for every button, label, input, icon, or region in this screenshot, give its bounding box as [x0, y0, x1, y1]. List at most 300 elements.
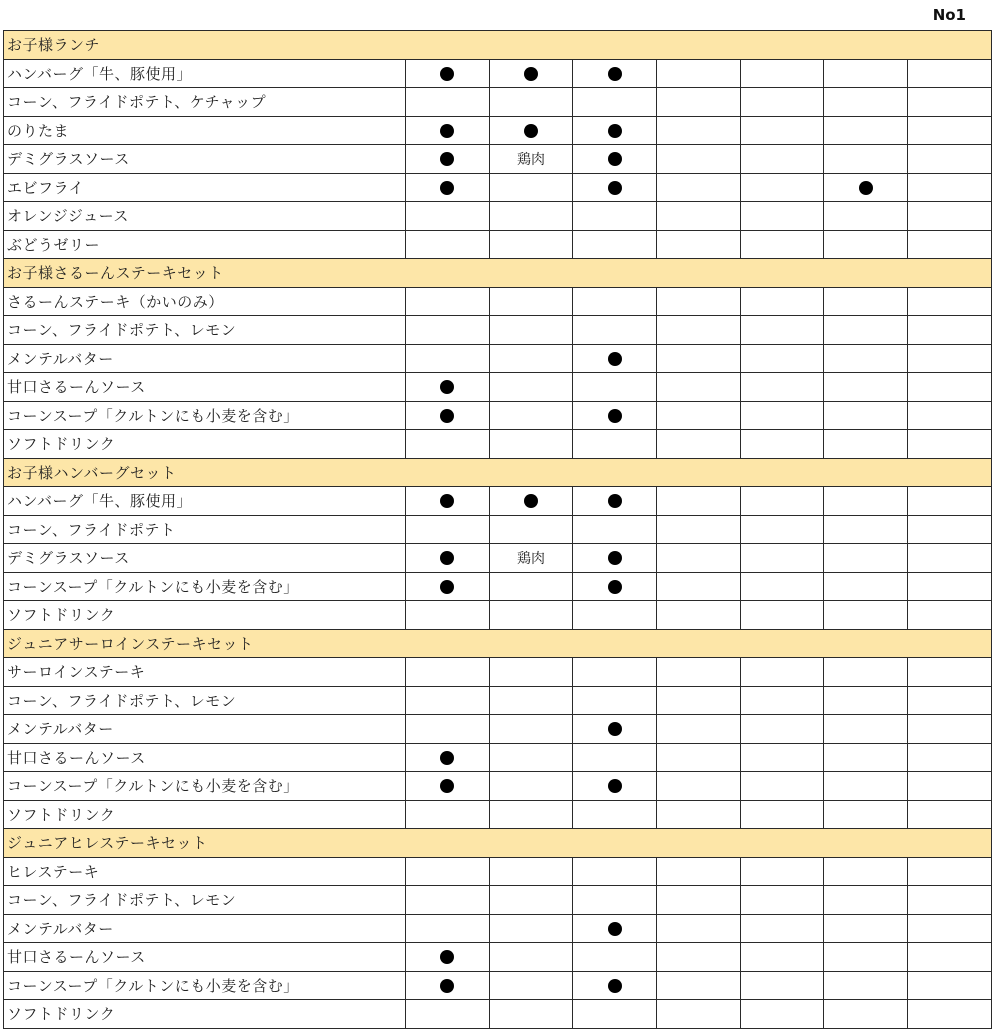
page-number: No1	[932, 6, 966, 24]
table-row	[4, 544, 992, 573]
item-label: メンテルバター	[4, 914, 406, 943]
section-title: ジュニアヒレステーキセット	[4, 829, 992, 858]
allergen-cell	[908, 145, 992, 174]
allergen-cell	[824, 914, 908, 943]
allergen-cell	[908, 658, 992, 687]
allergen-cell	[573, 743, 657, 772]
allergen-cell	[657, 658, 741, 687]
allergen-cell	[489, 373, 573, 402]
allergen-cell	[657, 601, 741, 630]
allergen-dot-icon	[440, 580, 454, 594]
allergen-cell	[740, 88, 824, 117]
allergen-cell	[406, 88, 490, 117]
allergen-cell	[573, 430, 657, 459]
allergen-cell	[908, 857, 992, 886]
allergen-cell	[824, 572, 908, 601]
allergen-cell	[573, 59, 657, 88]
section-title: お子様ランチ	[4, 31, 992, 60]
item-label: ハンバーグ「牛、豚使用」	[4, 487, 406, 516]
allergen-cell	[740, 1000, 824, 1029]
allergen-dot-icon	[608, 722, 622, 736]
allergen-cell	[573, 658, 657, 687]
item-label: デミグラスソース	[4, 145, 406, 174]
item-label: コーン、フライドポテト、ケチャップ	[4, 88, 406, 117]
allergen-cell	[406, 373, 490, 402]
allergen-cell	[740, 544, 824, 573]
allergen-cell	[908, 772, 992, 801]
allergen-cell	[406, 344, 490, 373]
allergen-cell	[908, 572, 992, 601]
allergen-cell	[824, 202, 908, 231]
allergen-cell	[657, 886, 741, 915]
allergen-cell	[573, 601, 657, 630]
allergen-dot-icon	[440, 551, 454, 565]
allergen-cell	[489, 287, 573, 316]
allergen-cell	[657, 316, 741, 345]
allergen-cell	[908, 487, 992, 516]
allergen-cell	[740, 515, 824, 544]
allergen-cell	[740, 601, 824, 630]
table-row	[4, 88, 992, 117]
allergen-cell	[824, 971, 908, 1000]
allergen-dot-icon	[608, 181, 622, 195]
allergen-dot-icon	[440, 152, 454, 166]
allergen-cell	[489, 230, 573, 259]
allergen-cell	[657, 857, 741, 886]
allergen-cell	[573, 715, 657, 744]
allergen-cell	[406, 487, 490, 516]
allergen-cell	[489, 401, 573, 430]
item-label: さるーんステーキ（かいのみ）	[4, 287, 406, 316]
allergen-dot-icon	[440, 409, 454, 423]
allergen-cell	[489, 430, 573, 459]
allergen-cell	[824, 943, 908, 972]
table-row	[4, 715, 992, 744]
allergen-cell	[406, 430, 490, 459]
allergen-cell	[824, 316, 908, 345]
allergen-cell	[908, 59, 992, 88]
allergen-dot-icon	[440, 494, 454, 508]
allergen-cell	[489, 914, 573, 943]
allergen-cell	[406, 686, 490, 715]
allergen-cell	[489, 686, 573, 715]
table-row	[4, 373, 992, 402]
item-label: サーロインステーキ	[4, 658, 406, 687]
allergen-cell	[908, 943, 992, 972]
allergen-cell	[489, 544, 573, 573]
allergen-cell	[657, 715, 741, 744]
allergen-cell	[573, 401, 657, 430]
allergen-cell	[908, 914, 992, 943]
allergen-cell	[489, 800, 573, 829]
table-row	[4, 487, 992, 516]
allergen-cell	[740, 202, 824, 231]
allergen-cell	[740, 344, 824, 373]
allergen-cell	[406, 914, 490, 943]
table-row	[4, 686, 992, 715]
allergen-cell	[489, 202, 573, 231]
section-header	[4, 629, 992, 658]
allergen-cell	[908, 116, 992, 145]
allergen-cell	[657, 430, 741, 459]
allergen-cell	[740, 287, 824, 316]
section-header	[4, 31, 992, 60]
allergen-cell	[908, 544, 992, 573]
allergen-cell	[406, 886, 490, 915]
allergen-cell	[406, 544, 490, 573]
allergen-dot-icon	[608, 551, 622, 565]
allergen-dot-icon	[524, 67, 538, 81]
allergen-cell	[573, 344, 657, 373]
item-label: エビフライ	[4, 173, 406, 202]
allergen-cell	[908, 800, 992, 829]
allergen-cell	[573, 373, 657, 402]
table-row	[4, 515, 992, 544]
allergen-cell	[489, 515, 573, 544]
allergen-cell	[908, 886, 992, 915]
allergen-cell	[406, 743, 490, 772]
allergen-cell	[657, 344, 741, 373]
allergen-cell	[740, 116, 824, 145]
allergen-cell	[824, 373, 908, 402]
table-row	[4, 743, 992, 772]
item-label: メンテルバター	[4, 715, 406, 744]
allergen-cell	[740, 373, 824, 402]
allergen-cell	[908, 344, 992, 373]
allergen-cell	[908, 515, 992, 544]
item-label: コーン、フライドポテト、レモン	[4, 886, 406, 915]
allergen-cell	[573, 230, 657, 259]
allergen-cell	[824, 886, 908, 915]
allergen-cell	[740, 943, 824, 972]
allergen-cell	[740, 59, 824, 88]
allergen-cell	[489, 59, 573, 88]
allergen-cell	[908, 287, 992, 316]
table-row	[4, 59, 992, 88]
item-label: ハンバーグ「牛、豚使用」	[4, 59, 406, 88]
allergen-cell	[824, 857, 908, 886]
allergen-cell	[740, 743, 824, 772]
allergen-cell	[406, 800, 490, 829]
allergen-cell	[489, 943, 573, 972]
table-row	[4, 914, 992, 943]
allergen-cell	[406, 173, 490, 202]
allergen-cell	[740, 316, 824, 345]
allergen-cell	[908, 686, 992, 715]
allergen-cell	[657, 487, 741, 516]
allergen-dot-icon	[524, 124, 538, 138]
allergen-cell	[657, 515, 741, 544]
allergen-cell	[406, 230, 490, 259]
allergen-cell	[740, 857, 824, 886]
item-label: コーンスープ「クルトンにも小麦を含む」	[4, 572, 406, 601]
allergen-dot-icon	[440, 181, 454, 195]
allergen-cell	[657, 88, 741, 117]
allergen-cell	[657, 230, 741, 259]
allergen-cell	[489, 316, 573, 345]
allergen-cell	[824, 515, 908, 544]
allergen-cell	[824, 743, 908, 772]
table-row	[4, 943, 992, 972]
allergen-cell	[489, 601, 573, 630]
allergen-dot-icon	[608, 67, 622, 81]
allergen-cell	[573, 572, 657, 601]
table-row	[4, 857, 992, 886]
table-row	[4, 886, 992, 915]
allergen-dot-icon	[440, 124, 454, 138]
allergen-cell	[573, 202, 657, 231]
allergen-cell	[657, 572, 741, 601]
section-title: ジュニアサーロインステーキセット	[4, 629, 992, 658]
allergen-dot-icon	[608, 152, 622, 166]
allergen-cell	[657, 943, 741, 972]
allergen-cell	[573, 800, 657, 829]
allergen-dot-icon	[440, 751, 454, 765]
allergen-cell	[740, 430, 824, 459]
allergen-dot-icon	[524, 494, 538, 508]
allergen-dot-icon	[440, 950, 454, 964]
allergen-dot-icon	[440, 979, 454, 993]
allergen-cell	[573, 1000, 657, 1029]
allergen-cell	[489, 88, 573, 117]
allergen-cell	[657, 914, 741, 943]
allergen-cell	[406, 715, 490, 744]
allergen-dot-icon	[440, 67, 454, 81]
allergen-cell	[657, 1000, 741, 1029]
allergen-dot-icon	[608, 494, 622, 508]
allergen-cell	[573, 173, 657, 202]
allergen-cell	[740, 914, 824, 943]
allergen-cell	[573, 116, 657, 145]
allergen-cell	[740, 772, 824, 801]
allergen-cell	[824, 772, 908, 801]
allergen-cell	[657, 800, 741, 829]
allergen-cell	[573, 487, 657, 516]
allergen-cell	[740, 487, 824, 516]
item-label: コーン、フライドポテト、レモン	[4, 686, 406, 715]
allergen-cell	[908, 430, 992, 459]
allergen-note: 鶏肉	[517, 151, 546, 168]
allergen-cell	[406, 572, 490, 601]
allergen-cell	[740, 230, 824, 259]
allergen-cell	[406, 316, 490, 345]
allergen-cell	[824, 487, 908, 516]
allergen-cell	[573, 971, 657, 1000]
allergen-cell	[657, 145, 741, 174]
item-label: ソフトドリンク	[4, 800, 406, 829]
item-label: デミグラスソース	[4, 544, 406, 573]
allergen-cell	[657, 772, 741, 801]
allergen-cell	[406, 401, 490, 430]
allergen-cell	[824, 116, 908, 145]
allergen-cell	[824, 230, 908, 259]
allergen-cell	[824, 800, 908, 829]
allergen-cell	[824, 1000, 908, 1029]
allergen-cell	[406, 145, 490, 174]
table-row	[4, 401, 992, 430]
table-row	[4, 230, 992, 259]
section-header	[4, 458, 992, 487]
allergen-dot-icon	[608, 979, 622, 993]
allergen-cell	[740, 658, 824, 687]
allergen-cell	[740, 572, 824, 601]
allergen-cell	[824, 344, 908, 373]
allergen-cell	[489, 658, 573, 687]
allergen-cell	[824, 88, 908, 117]
allergen-cell	[406, 971, 490, 1000]
allergen-cell	[908, 1000, 992, 1029]
item-label: 甘口さるーんソース	[4, 943, 406, 972]
allergen-cell	[573, 857, 657, 886]
table-row	[4, 1000, 992, 1029]
table-row	[4, 316, 992, 345]
table-row	[4, 601, 992, 630]
allergen-cell	[489, 971, 573, 1000]
allergen-cell	[740, 886, 824, 915]
allergen-cell	[908, 173, 992, 202]
allergen-cell	[573, 544, 657, 573]
allergen-cell	[406, 287, 490, 316]
allergen-cell	[908, 401, 992, 430]
allergen-cell	[908, 373, 992, 402]
allergen-cell	[740, 715, 824, 744]
allergen-cell	[406, 943, 490, 972]
item-label: メンテルバター	[4, 344, 406, 373]
allergen-cell	[824, 658, 908, 687]
table-row	[4, 287, 992, 316]
allergen-cell	[657, 173, 741, 202]
allergen-cell	[489, 772, 573, 801]
item-label: ヒレステーキ	[4, 857, 406, 886]
allergen-cell	[489, 173, 573, 202]
allergen-cell	[406, 601, 490, 630]
allergen-cell	[406, 658, 490, 687]
allergen-cell	[657, 59, 741, 88]
allergen-cell	[657, 544, 741, 573]
section-title: お子様さるーんステーキセット	[4, 259, 992, 288]
allergen-dot-icon	[608, 409, 622, 423]
allergen-cell	[740, 145, 824, 174]
allergen-cell	[406, 1000, 490, 1029]
allergen-cell	[824, 686, 908, 715]
section-title: お子様ハンバーグセット	[4, 458, 992, 487]
allergen-cell	[489, 145, 573, 174]
allergen-cell	[908, 88, 992, 117]
table-row	[4, 344, 992, 373]
allergen-dot-icon	[608, 124, 622, 138]
allergen-cell	[406, 59, 490, 88]
allergen-cell	[824, 145, 908, 174]
item-label: ソフトドリンク	[4, 430, 406, 459]
allergen-cell	[908, 715, 992, 744]
allergen-cell	[489, 715, 573, 744]
allergen-cell	[824, 59, 908, 88]
allergen-cell	[657, 743, 741, 772]
allergen-cell	[573, 772, 657, 801]
item-label: コーン、フライドポテト	[4, 515, 406, 544]
allergen-cell	[573, 914, 657, 943]
allergen-note: 鶏肉	[517, 550, 546, 567]
item-label: のりたま	[4, 116, 406, 145]
allergen-cell	[657, 202, 741, 231]
allergen-cell	[740, 401, 824, 430]
allergen-table	[3, 30, 992, 1029]
allergen-cell	[824, 287, 908, 316]
allergen-cell	[406, 116, 490, 145]
allergen-cell	[489, 116, 573, 145]
item-label: 甘口さるーんソース	[4, 373, 406, 402]
allergen-cell	[824, 544, 908, 573]
table-row	[4, 572, 992, 601]
table-row	[4, 772, 992, 801]
allergen-dot-icon	[859, 181, 873, 195]
allergen-cell	[489, 886, 573, 915]
allergen-cell	[489, 743, 573, 772]
table-row	[4, 430, 992, 459]
item-label: コーン、フライドポテト、レモン	[4, 316, 406, 345]
allergen-cell	[657, 401, 741, 430]
allergen-cell	[740, 686, 824, 715]
allergen-dot-icon	[608, 352, 622, 366]
allergen-cell	[824, 173, 908, 202]
allergen-cell	[489, 344, 573, 373]
allergen-cell	[406, 202, 490, 231]
allergen-cell	[489, 1000, 573, 1029]
allergen-cell	[406, 515, 490, 544]
allergen-dot-icon	[440, 779, 454, 793]
allergen-cell	[657, 287, 741, 316]
table-row	[4, 800, 992, 829]
item-label: コーンスープ「クルトンにも小麦を含む」	[4, 772, 406, 801]
table-row	[4, 173, 992, 202]
allergen-dot-icon	[608, 922, 622, 936]
allergen-cell	[740, 173, 824, 202]
allergen-cell	[908, 971, 992, 1000]
item-label: ソフトドリンク	[4, 1000, 406, 1029]
allergen-cell	[406, 772, 490, 801]
allergen-cell	[657, 686, 741, 715]
allergen-cell	[573, 145, 657, 174]
allergen-cell	[908, 743, 992, 772]
allergen-cell	[573, 316, 657, 345]
allergen-cell	[824, 601, 908, 630]
section-header	[4, 259, 992, 288]
allergen-cell	[824, 401, 908, 430]
item-label: ぶどうゼリー	[4, 230, 406, 259]
allergen-cell	[908, 230, 992, 259]
section-header	[4, 829, 992, 858]
allergen-cell	[908, 316, 992, 345]
allergen-cell	[740, 800, 824, 829]
allergen-cell	[740, 971, 824, 1000]
allergen-cell	[489, 857, 573, 886]
allergen-cell	[824, 430, 908, 459]
allergen-cell	[573, 515, 657, 544]
allergen-cell	[573, 88, 657, 117]
allergen-dot-icon	[608, 779, 622, 793]
allergen-cell	[908, 202, 992, 231]
allergen-cell	[908, 601, 992, 630]
allergen-cell	[489, 572, 573, 601]
allergen-cell	[489, 487, 573, 516]
item-label: コーンスープ「クルトンにも小麦を含む」	[4, 971, 406, 1000]
table-row	[4, 116, 992, 145]
item-label: 甘口さるーんソース	[4, 743, 406, 772]
allergen-cell	[573, 943, 657, 972]
allergen-cell	[573, 686, 657, 715]
table-row	[4, 658, 992, 687]
allergen-cell	[824, 715, 908, 744]
